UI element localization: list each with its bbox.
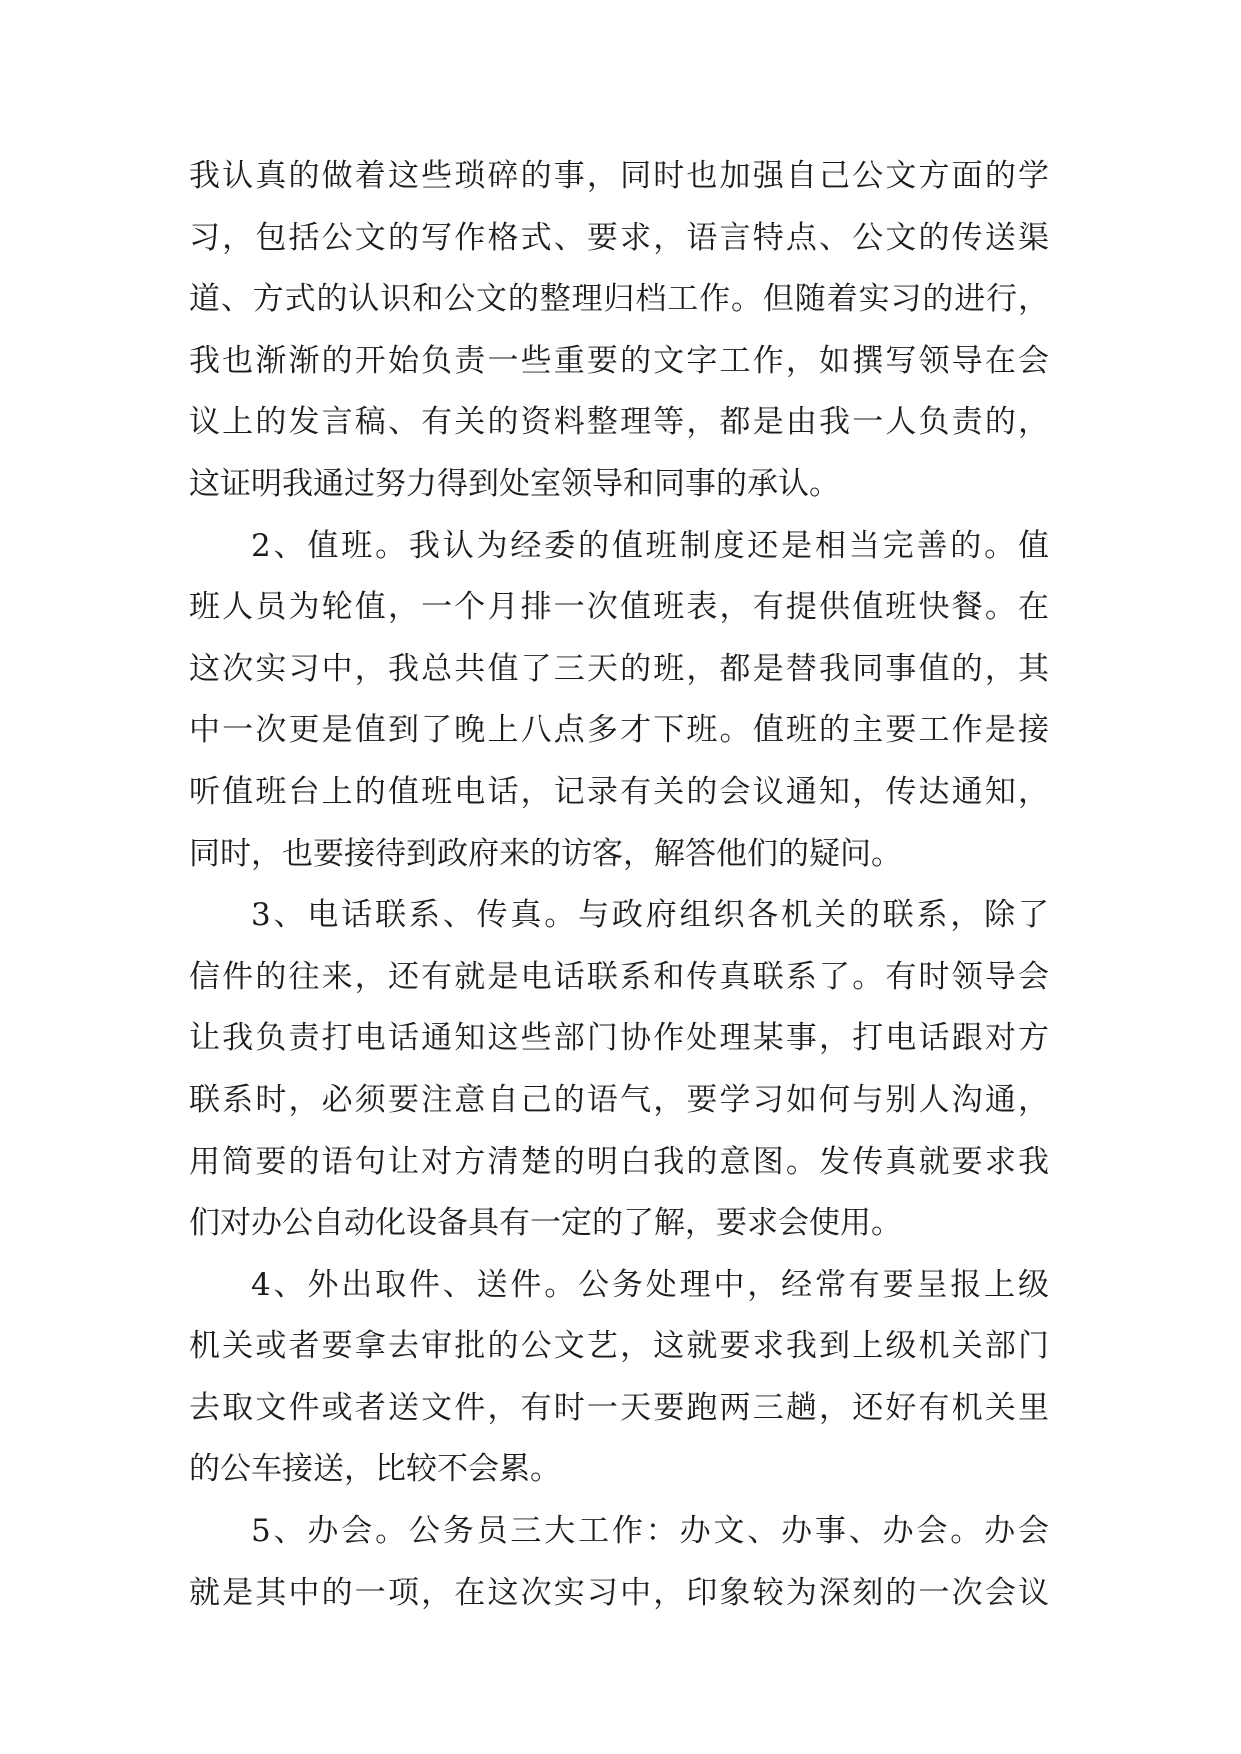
- paragraph-1-line-2: 习，包括公文的写作格式、要求，语言特点、公文的传送渠: [189, 219, 1049, 256]
- paragraph-2-line-2: 班人员为轮值，一个月排一次值班表，有提供值班快餐。在: [189, 589, 1049, 626]
- paragraph-3-line-5: 用简要的语句让对方清楚的明白我的意图。发传真就要求我: [189, 1143, 1049, 1180]
- paragraph-2-line-1: 2、值班。我认为经委的值班制度还是相当完善的。值: [251, 527, 1049, 564]
- paragraph-1-line-4: 我也渐渐的开始负责一些重要的文字工作，如撰写领导在会: [189, 342, 1049, 379]
- paragraph-4-line-2: 机关或者要拿去审批的公文艺，这就要求我到上级机关部门: [189, 1328, 1049, 1365]
- paragraph-5-line-1: 5、办会。公务员三大工作：办文、办事、办会。办会: [251, 1513, 1049, 1550]
- paragraph-3-line-6: 们对办公自动化设备具有一定的了解，要求会使用。: [189, 1205, 902, 1242]
- paragraph-2-line-3: 这次实习中，我总共值了三天的班，都是替我同事值的，其: [189, 650, 1049, 687]
- paragraph-4-line-4: 的公车接送，比较不会累。: [189, 1451, 561, 1488]
- paragraph-4-line-3: 去取文件或者送文件，有时一天要跑两三趟，还好有机关里: [189, 1389, 1049, 1426]
- paragraph-2-line-4: 中一次更是值到了晚上八点多才下班。值班的主要工作是接: [189, 712, 1049, 749]
- paragraph-3-line-4: 联系时，必须要注意自己的语气，要学习如何与别人沟通，: [189, 1081, 1049, 1118]
- paragraph-1-line-6: 这证明我通过努力得到处室领导和同事的承认。: [189, 465, 840, 502]
- paragraph-3-line-1: 3、电话联系、传真。与政府组织各机关的联系，除了: [251, 897, 1049, 934]
- paragraph-5-line-2: 就是其中的一项，在这次实习中，印象较为深刻的一次会议: [189, 1574, 1049, 1611]
- paragraph-2-line-5: 听值班台上的值班电话，记录有关的会议通知，传达通知，: [189, 773, 1049, 810]
- paragraph-3-line-2: 信件的往来，还有就是电话联系和传真联系了。有时领导会: [189, 958, 1049, 995]
- paragraph-2-line-6: 同时，也要接待到政府来的访客，解答他们的疑问。: [189, 835, 902, 872]
- paragraph-1-line-1: 我认真的做着这些琐碎的事，同时也加强自己公文方面的学: [189, 158, 1049, 194]
- paragraph-1-line-5: 议上的发言稿、有关的资料整理等，都是由我一人负责的，: [189, 404, 1049, 441]
- paragraph-4-line-1: 4、外出取件、送件。公务处理中，经常有要呈报上级: [251, 1266, 1049, 1303]
- document-body: [189, 146, 1049, 1624]
- paragraph-3-line-3: 让我负责打电话通知这些部门协作处理某事，打电话跟对方: [189, 1020, 1049, 1057]
- paragraph-1-line-3: 道、方式的认识和公文的整理归档工作。但随着实习的进行，: [189, 281, 1049, 318]
